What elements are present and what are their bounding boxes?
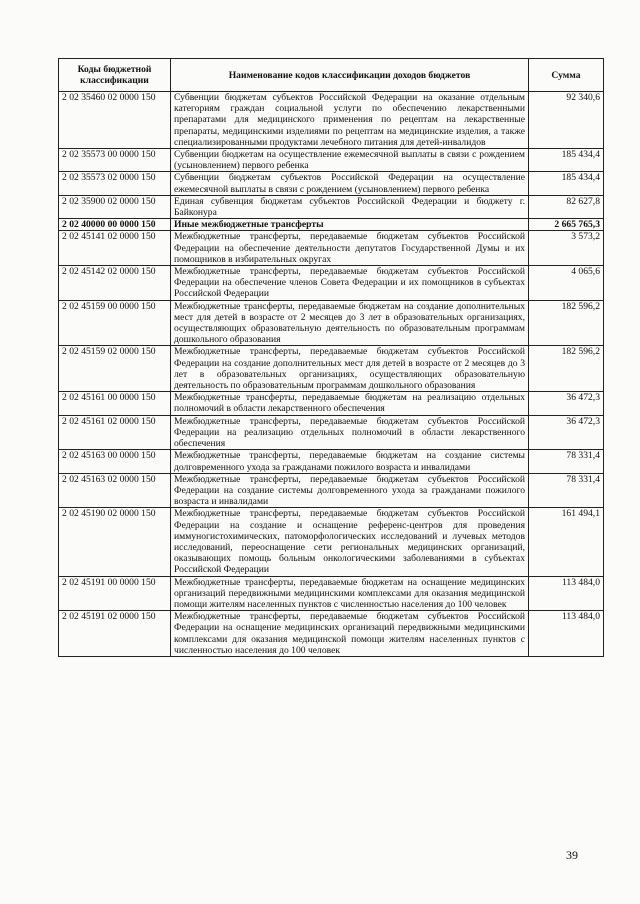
amount-cell: 78 331,4 xyxy=(529,473,604,508)
table-row xyxy=(59,611,604,657)
table-row xyxy=(59,473,604,508)
table-row xyxy=(59,219,604,231)
amount-cell: 182 596,2 xyxy=(529,300,604,346)
table-row xyxy=(59,450,604,473)
code-cell: 2 02 45191 02 0000 150 xyxy=(59,611,171,657)
name-cell: Межбюджетные трансферты, передаваемые бюджетам субъектов Российской Федерации на создание системы долговременного ухода за гражданами пожилого возраста и инвалидами xyxy=(171,473,529,508)
code-cell: 2 02 45142 02 0000 150 xyxy=(59,266,171,301)
name-cell: Иные межбюджетные трансферты xyxy=(171,219,529,231)
table-row xyxy=(59,195,604,218)
code-cell: 2 02 35573 00 0000 150 xyxy=(59,149,171,172)
table-row xyxy=(59,415,604,450)
amount-cell: 36 472,3 xyxy=(529,392,604,415)
amount-cell: 113 484,0 xyxy=(529,576,604,611)
table-row xyxy=(59,508,604,576)
name-cell: Межбюджетные трансферты, передаваемые бюджетам на создание системы долговременного ухода за гражданами пожилого возраста и инвалидами xyxy=(171,450,529,473)
code-cell: 2 02 45190 02 0000 150 xyxy=(59,508,171,576)
name-cell: Единая субвенция бюджетам субъектов Российской Федерации и бюджету г. Байконура xyxy=(171,195,529,218)
code-cell: 2 02 45161 02 0000 150 xyxy=(59,415,171,450)
name-cell: Субвенции бюджетам субъектов Российской Федерации на оказание отдельным категориям граждан социальной услуги по обеспечению лекарственными препаратами для медицинского применения по рецептам на лекарственные препараты, медицинскими изделиями по рецептам на медицинские изделия, а также специализированными продуктами лечебного питания для детей-инвалидов xyxy=(171,92,529,149)
amount-cell: 185 434,4 xyxy=(529,149,604,172)
amount-cell: 161 494,1 xyxy=(529,508,604,576)
code-cell: 2 02 40000 00 0000 150 xyxy=(59,219,171,231)
amount-cell: 78 331,4 xyxy=(529,450,604,473)
amount-cell: 113 484,0 xyxy=(529,611,604,657)
table-row xyxy=(59,231,604,266)
table-row xyxy=(59,92,604,149)
amount-cell: 92 340,6 xyxy=(529,92,604,149)
name-cell: Межбюджетные трансферты, передаваемые бюджетам на создание дополнительных мест для детей в возрасте от 2 месяцев до 3 лет в образовательных организациях, осуществляющих образовательную деятельность по образовательным программам дошкольного образования xyxy=(171,300,529,346)
name-cell: Межбюджетные трансферты, передаваемые бюджетам субъектов Российской Федерации на оснащение медицинских организаций передвижными медицинскими комплексами для оказания медицинской помощи жителям населенных пунктов с численностью населения до 100 человек xyxy=(171,611,529,657)
amount-cell: 185 434,4 xyxy=(529,172,604,195)
name-cell: Межбюджетные трансферты, передаваемые бюджетам субъектов Российской Федерации на реализацию отдельных полномочий в области лекарственного обеспечения xyxy=(171,415,529,450)
code-cell: 2 02 35900 02 0000 150 xyxy=(59,195,171,218)
amount-cell: 2 665 765,3 xyxy=(529,219,604,231)
name-cell: Межбюджетные трансферты, передаваемые бюджетам субъектов Российской Федерации на обеспечение деятельности депутатов Государственной Думы и их помощников в избирательных округах xyxy=(171,231,529,266)
name-cell: Межбюджетные трансферты, передаваемые бюджетам на оснащение медицинских организаций передвижными медицинскими комплексами для оказания медицинской помощи жителям населенных пунктов с численностью населения до 100 человек xyxy=(171,576,529,611)
name-cell: Межбюджетные трансферты, передаваемые бюджетам субъектов Российской Федерации на создание и оснащение референс-центров для проведения иммуногистохимических, патоморфологических исследований и лучевых методов исследований, переоснащение сети региональных медицинских организаций, оказывающих помощь больным онкологическими заболеваниями в субъектах Российской Федерации xyxy=(171,508,529,576)
code-cell: 2 02 45163 02 0000 150 xyxy=(59,473,171,508)
code-cell: 2 02 45159 00 0000 150 xyxy=(59,300,171,346)
table-body xyxy=(59,92,604,657)
name-cell: Субвенции бюджетам на осуществление ежемесячной выплаты в связи с рождением (усыновлением) первого ребенка xyxy=(171,149,529,172)
code-cell: 2 02 35460 02 0000 150 xyxy=(59,92,171,149)
page-number: 39 xyxy=(566,848,578,862)
amount-cell: 182 596,2 xyxy=(529,346,604,392)
code-cell: 2 02 45163 00 0000 150 xyxy=(59,450,171,473)
name-cell: Субвенции бюджетам субъектов Российской Федерации на осуществление ежемесячной выплаты в связи с рождением (усыновлением) первого ребенка xyxy=(171,172,529,195)
code-cell: 2 02 45191 00 0000 150 xyxy=(59,576,171,611)
table-row xyxy=(59,346,604,392)
table-row xyxy=(59,300,604,346)
header-amount: Сумма xyxy=(529,59,604,92)
amount-cell: 3 573,2 xyxy=(529,231,604,266)
code-cell: 2 02 45141 02 0000 150 xyxy=(59,231,171,266)
code-cell: 2 02 35573 02 0000 150 xyxy=(59,172,171,195)
header-name: Наименование кодов классификации доходов бюджетов xyxy=(171,59,529,92)
name-cell: Межбюджетные трансферты, передаваемые бюджетам субъектов Российской Федерации на создание дополнительных мест для детей в возрасте от 2 месяцев до 3 лет в образовательных организациях, осуществляющих образовательную деятельность по образовательным программам дошкольного образования xyxy=(171,346,529,392)
budget-revenue-table xyxy=(58,58,604,657)
header-code: Коды бюджетной классификации xyxy=(59,59,171,92)
table-row xyxy=(59,576,604,611)
amount-cell: 36 472,3 xyxy=(529,415,604,450)
table-row xyxy=(59,149,604,172)
amount-cell: 4 065,6 xyxy=(529,266,604,301)
table-row xyxy=(59,266,604,301)
code-cell: 2 02 45159 02 0000 150 xyxy=(59,346,171,392)
table-row xyxy=(59,172,604,195)
amount-cell: 82 627,8 xyxy=(529,195,604,218)
code-cell: 2 02 45161 00 0000 150 xyxy=(59,392,171,415)
table-row xyxy=(59,392,604,415)
name-cell: Межбюджетные трансферты, передаваемые бюджетам на реализацию отдельных полномочий в области лекарственного обеспечения xyxy=(171,392,529,415)
table-header-row xyxy=(59,59,604,92)
name-cell: Межбюджетные трансферты, передаваемые бюджетам субъектов Российской Федерации на обеспечение членов Совета Федерации и их помощников в субъектах Российской Федерации xyxy=(171,266,529,301)
